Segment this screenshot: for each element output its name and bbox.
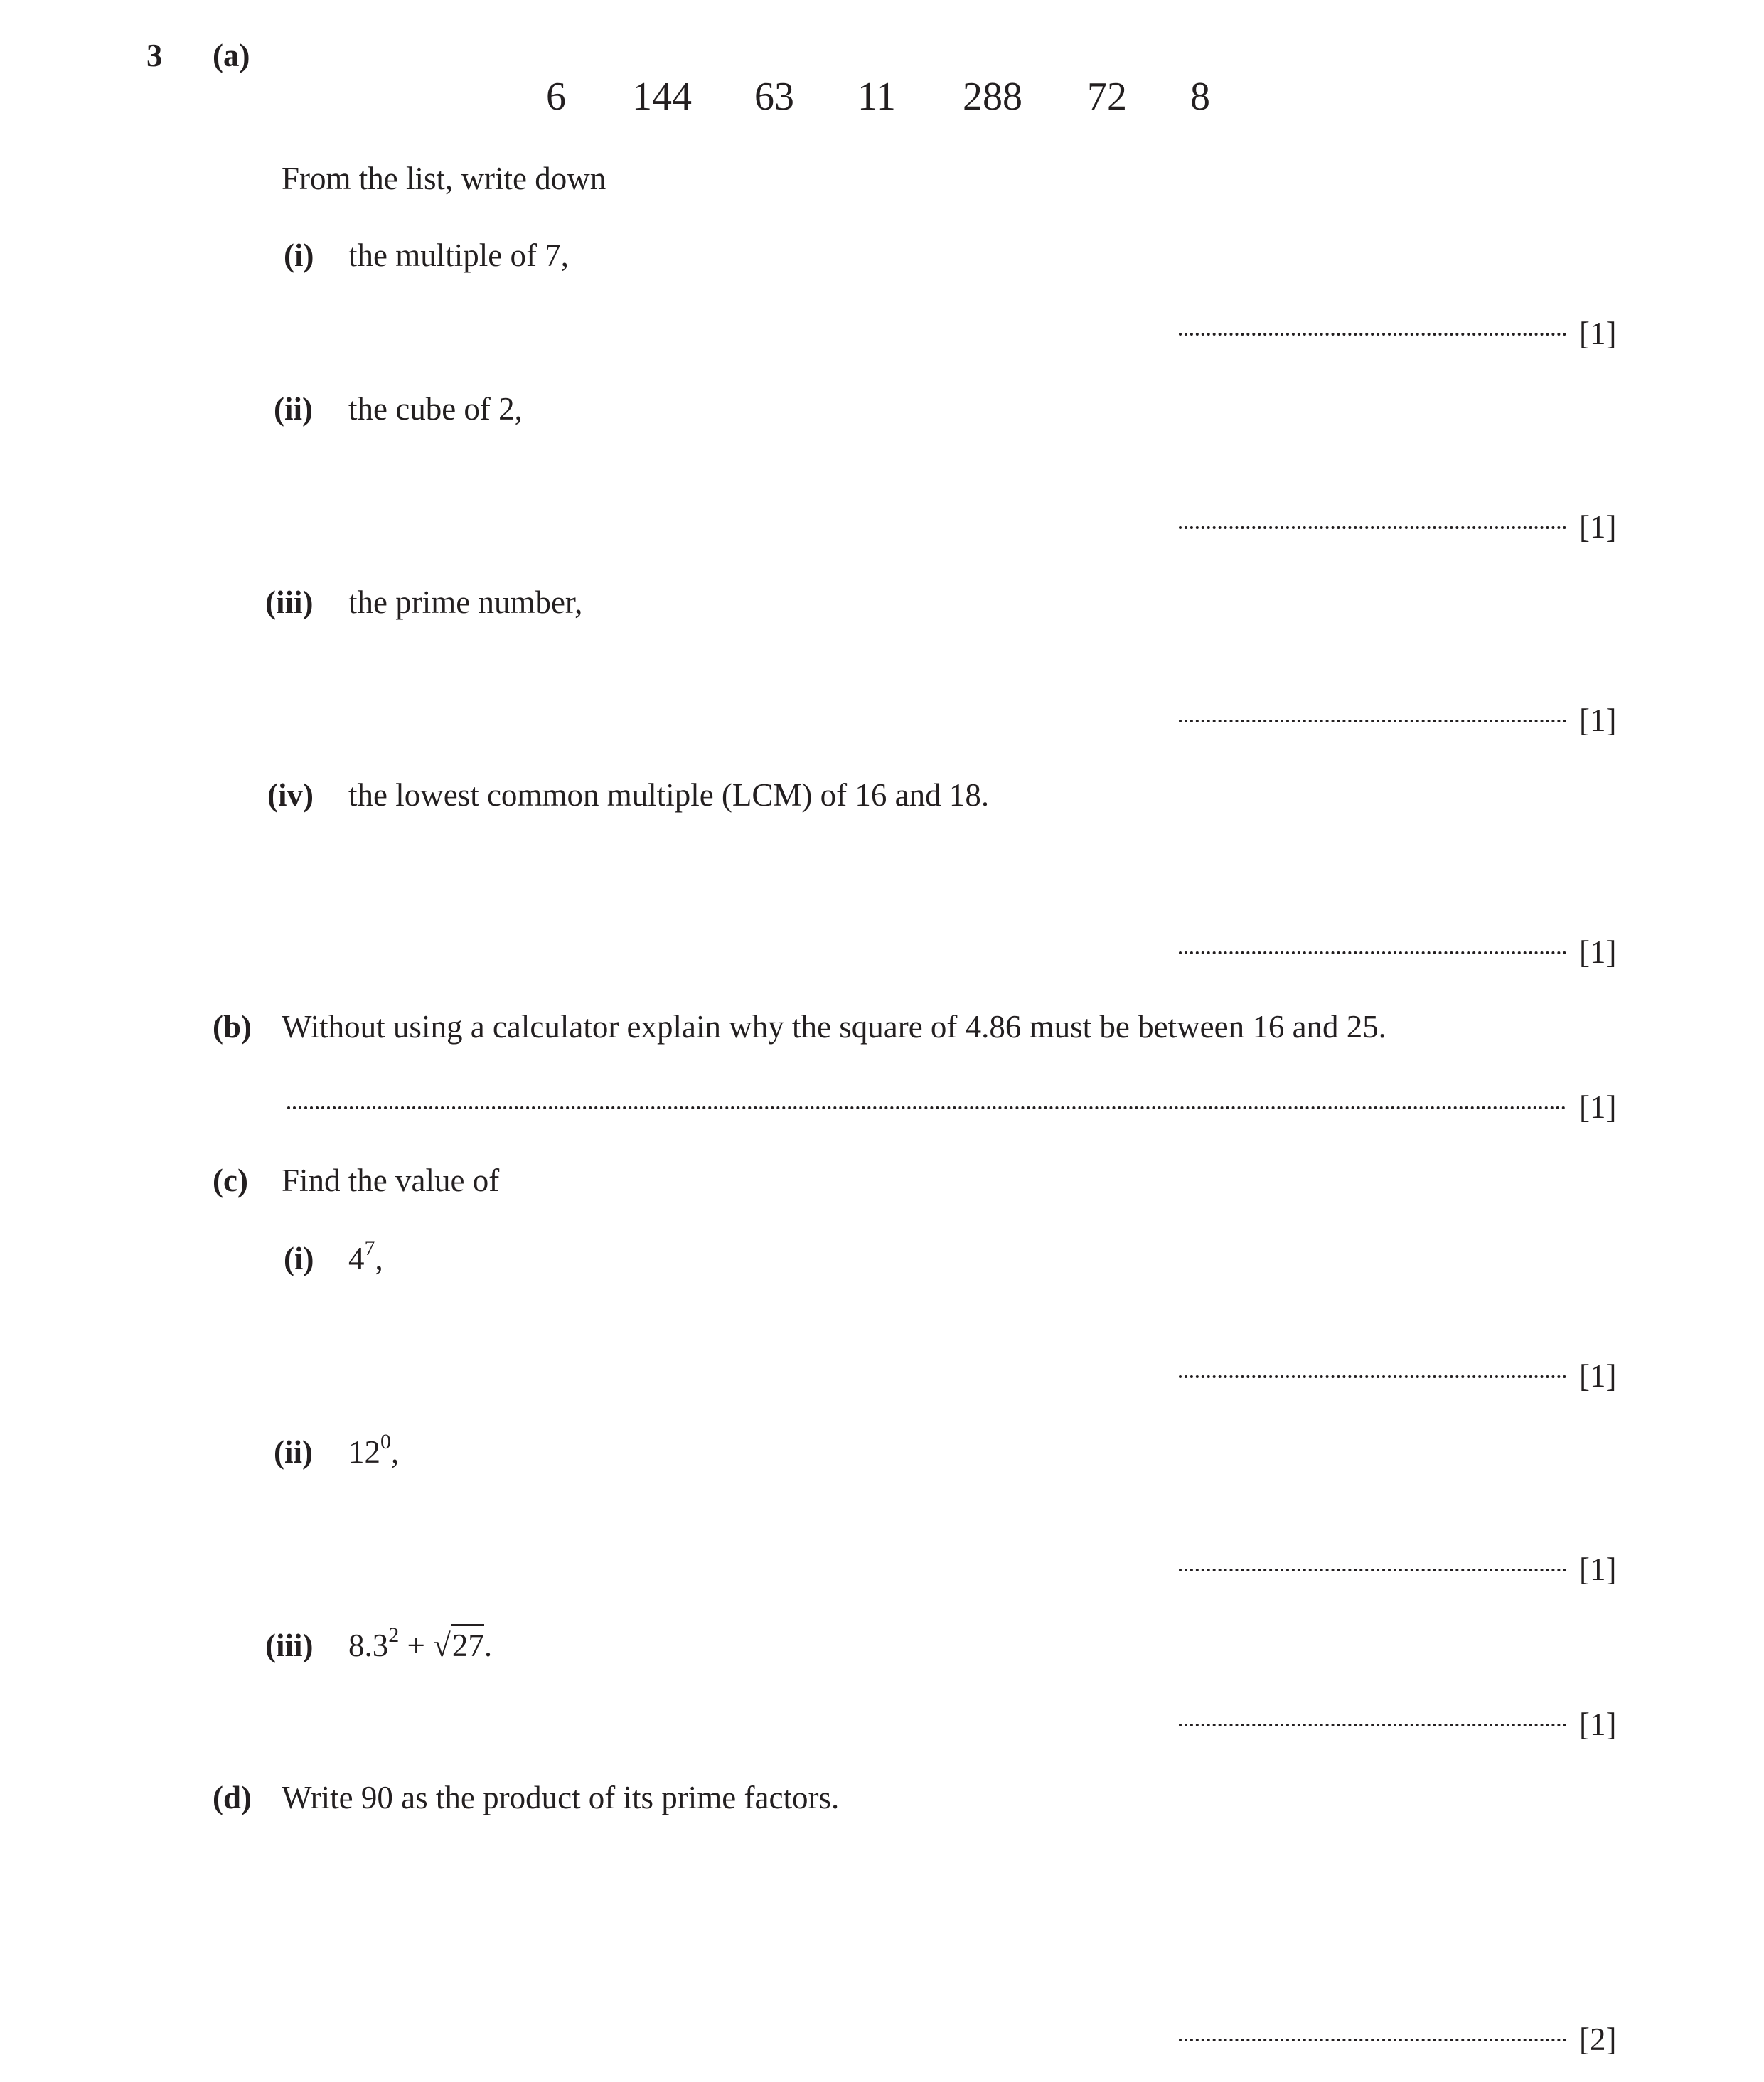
item-label: (ii) bbox=[274, 1434, 313, 1470]
list-number: 8 bbox=[1190, 75, 1210, 119]
part-c-instruction: Find the value of bbox=[282, 1163, 500, 1198]
power-expression: $12^0$, bbox=[348, 1430, 400, 1470]
answer-line[interactable] bbox=[1179, 1375, 1566, 1378]
part-b-text: Without using a calculator explain why the square of 4.86 must be between 16 and 25. bbox=[282, 1009, 1387, 1045]
marks-label: [1] bbox=[1579, 934, 1617, 970]
marks-label: [2] bbox=[1579, 2022, 1617, 2057]
list-number: 72 bbox=[1087, 75, 1127, 119]
marks-label: [1] bbox=[1579, 316, 1617, 351]
part-d-label: (d) bbox=[213, 1780, 252, 1815]
answer-line[interactable] bbox=[1179, 1569, 1566, 1571]
item-text: the prime number, bbox=[348, 584, 583, 620]
list-number: 11 bbox=[857, 75, 896, 119]
square-root: √27 bbox=[433, 1630, 484, 1662]
power-expression: $4^7$, bbox=[348, 1237, 383, 1276]
list-number: 288 bbox=[963, 75, 1022, 119]
list-number: 6 bbox=[546, 75, 566, 119]
item-text: the cube of 2, bbox=[348, 391, 523, 427]
answer-line[interactable] bbox=[287, 1106, 1566, 1109]
item-label: (iii) bbox=[265, 1628, 314, 1663]
item-text: the multiple of 7, bbox=[348, 237, 569, 273]
marks-label: [1] bbox=[1579, 703, 1617, 738]
marks-label: [1] bbox=[1579, 1358, 1617, 1394]
item-label: (i) bbox=[284, 1241, 314, 1276]
marks-label: [1] bbox=[1579, 509, 1617, 545]
part-a-label: (a) bbox=[213, 38, 250, 73]
part-b-label: (b) bbox=[213, 1009, 252, 1045]
answer-line[interactable] bbox=[1179, 1724, 1566, 1726]
part-d-text: Write 90 as the product of its prime factors. bbox=[282, 1780, 840, 1815]
list-number: 63 bbox=[754, 75, 794, 119]
question-number: 3 bbox=[146, 38, 163, 73]
math-expression: $8.3^2 + √27$. bbox=[348, 1623, 493, 1663]
answer-line[interactable] bbox=[1179, 720, 1566, 722]
item-text: the lowest common multiple (LCM) of 16 and 18. bbox=[348, 777, 990, 813]
item-label: (i) bbox=[284, 237, 314, 273]
answer-line[interactable] bbox=[1179, 951, 1566, 954]
answer-line[interactable] bbox=[1179, 526, 1566, 529]
item-label: (iii) bbox=[265, 584, 314, 620]
part-a-instruction: From the list, write down bbox=[282, 161, 606, 196]
list-number: 144 bbox=[632, 75, 692, 119]
item-label: (ii) bbox=[274, 391, 313, 427]
answer-line[interactable] bbox=[1179, 2039, 1566, 2041]
answer-line[interactable] bbox=[1179, 333, 1566, 336]
part-c-label: (c) bbox=[213, 1163, 248, 1198]
marks-label: [1] bbox=[1579, 1707, 1617, 1742]
item-label: (iv) bbox=[267, 777, 314, 813]
marks-label: [1] bbox=[1579, 1552, 1617, 1587]
marks-label: [1] bbox=[1579, 1089, 1617, 1125]
